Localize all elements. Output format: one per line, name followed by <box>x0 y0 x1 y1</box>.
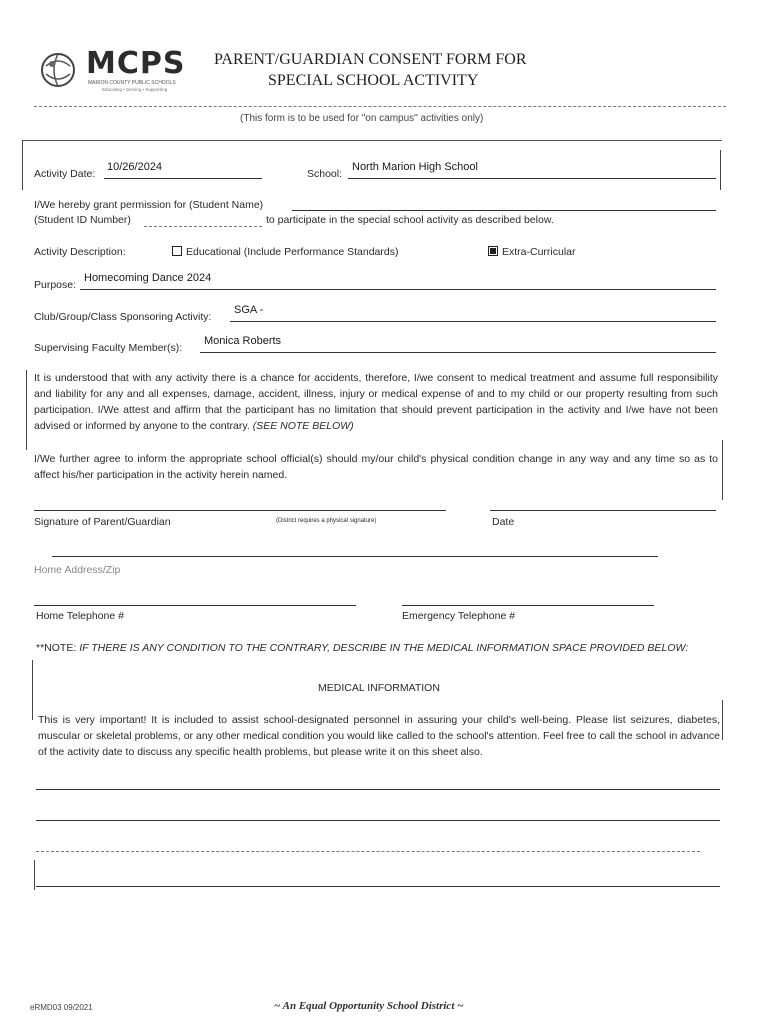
globe-icon <box>38 50 78 90</box>
form-title-line2: SPECIAL SCHOOL ACTIVITY <box>268 72 479 89</box>
supervising-line <box>200 352 716 353</box>
purpose-line <box>80 289 716 290</box>
right-border-mid <box>722 440 723 500</box>
purpose-value[interactable]: Homecoming Dance 2024 <box>84 272 212 284</box>
activity-date-label: Activity Date: <box>34 168 96 180</box>
note-text: IF THERE IS ANY CONDITION TO THE CONTRARY, DESCRIBE IN THE MEDICAL INFORMATION SPACE PROVIDED BELOW: <box>79 642 689 654</box>
home-phone-label: Home Telephone # <box>36 610 124 622</box>
home-phone-line[interactable] <box>34 605 356 606</box>
club-value[interactable]: SGA - <box>234 304 264 316</box>
club-line <box>230 321 716 322</box>
top-rule <box>22 140 722 141</box>
header-divider <box>34 106 726 107</box>
medical-line-2[interactable] <box>36 820 720 821</box>
extracurricular-label: Extra-Curricular <box>502 246 576 258</box>
medical-line-1[interactable] <box>36 789 720 790</box>
signature-line[interactable] <box>34 510 446 511</box>
permission-text-2: to participate in the special school activity as described below. <box>266 214 554 226</box>
address-line[interactable] <box>52 556 658 557</box>
address-label: Home Address/Zip <box>34 564 121 576</box>
logo-subtext: MARION COUNTY PUBLIC SCHOOLS <box>88 80 176 86</box>
consent-paragraph <box>34 370 718 434</box>
medical-line-4[interactable] <box>36 886 720 887</box>
student-id-line[interactable] <box>144 226 262 227</box>
left-border-low <box>32 660 33 720</box>
logo-brand: MCPS <box>86 46 186 81</box>
right-border-top <box>720 150 721 190</box>
right-border-low <box>722 700 723 740</box>
form-code: eRMD03 09/2021 <box>30 1003 93 1012</box>
purpose-label: Purpose: <box>34 279 77 291</box>
medical-paragraph: This is very important! It is included to assist school-designated personnel in assuring your child's well-being. Please list seizures, diabetes, muscular or skeletal problems, or any other medical condition you would like called to the school's attention. Feel free to call the school in advance of the activity date to discuss any specific health problems, but please write it on this sheet also. <box>38 714 720 758</box>
form-subtitle: (This form is to be used for "on campus" activities only) <box>240 113 484 124</box>
educational-label: Educational (Include Performance Standards) <box>186 246 399 258</box>
signature-label: Signature of Parent/Guardian <box>34 516 171 528</box>
student-name-line[interactable] <box>292 210 716 211</box>
activity-description-label: Activity Description: <box>34 246 126 258</box>
student-id-label: (Student ID Number) <box>34 214 131 226</box>
left-border-bottom <box>34 860 35 890</box>
option-extracurricular[interactable] <box>488 246 576 258</box>
supervising-label: Supervising Faculty Member(s): <box>34 342 183 354</box>
school-line <box>348 178 716 179</box>
emergency-phone-label: Emergency Telephone # <box>402 610 516 622</box>
school-value[interactable]: North Marion High School <box>352 161 478 173</box>
medical-heading: MEDICAL INFORMATION <box>318 682 440 694</box>
note-line <box>36 642 688 654</box>
left-border-mid <box>26 370 27 450</box>
extracurricular-checkbox[interactable] <box>488 246 498 256</box>
footer-slogan: ~ An Equal Opportunity School District ~ <box>274 1000 464 1012</box>
note-prefix: **NOTE: <box>36 642 77 654</box>
form-title-line1: PARENT/GUARDIAN CONSENT FORM FOR <box>214 51 527 68</box>
permission-text-1: I/We hereby grant permission for (Student Name) <box>34 199 264 211</box>
supervising-value[interactable]: Monica Roberts <box>204 335 282 347</box>
date-line[interactable] <box>490 510 716 511</box>
educational-checkbox[interactable] <box>172 246 182 256</box>
consent-note: (SEE NOTE BELOW) <box>252 420 354 432</box>
medical-line-3[interactable] <box>36 851 700 852</box>
emergency-phone-line[interactable] <box>402 605 654 606</box>
consent-text: It is understood that with any activity there is a chance for accidents, therefore, I/we consent to medical treatment and assume full responsibility and liability for any and all expenses, damage, accident, illness, injury or medical expense of and to my child or our property resulting from such participation. I/We attest and affirm that the participant has no limitation that should prevent participation in the activity and I/we have not been advised or informed by anyone to the contrary. <box>34 372 718 432</box>
further-paragraph: I/We further agree to inform the appropriate school official(s) should my/our child's physical condition change in any way and any time so as to affect his/her participation in the activity herein named. <box>34 453 718 481</box>
option-educational[interactable] <box>172 246 398 258</box>
school-label: School: <box>307 168 343 180</box>
date-label: Date <box>492 516 515 528</box>
club-label: Club/Group/Class Sponsoring Activity: <box>34 311 212 323</box>
district-logo <box>38 46 208 96</box>
logo-tagline: Educating • Serving • Supporting <box>102 87 168 92</box>
signature-note: (District requires a physical signature) <box>276 518 377 524</box>
left-border <box>22 140 23 190</box>
activity-date-value[interactable]: 10/26/2024 <box>107 161 163 173</box>
activity-date-line <box>104 178 262 179</box>
